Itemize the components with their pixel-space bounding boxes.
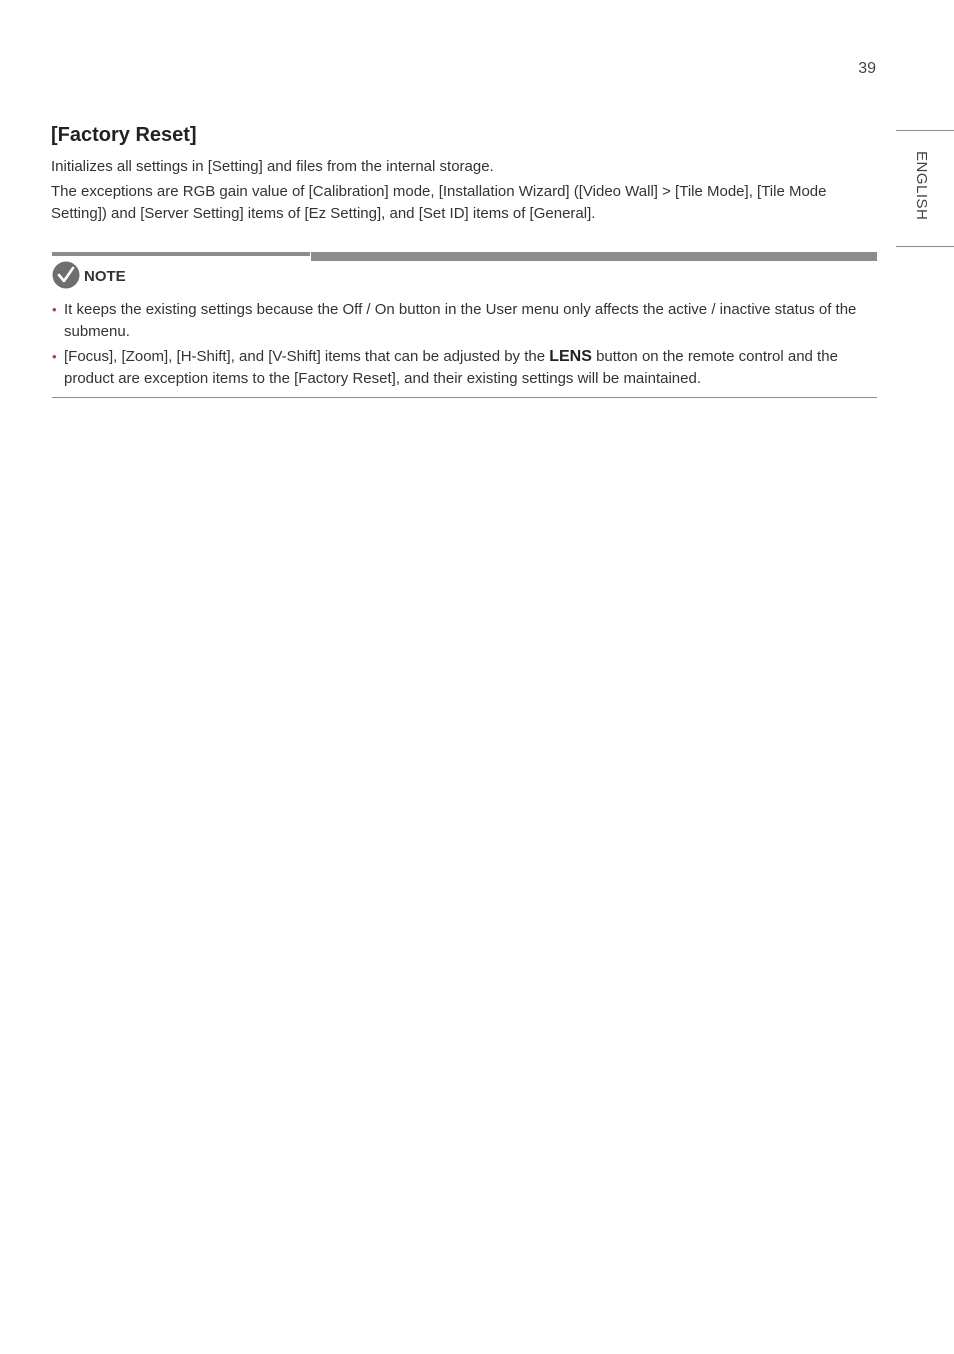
note-list <box>52 299 872 393</box>
note-label: NOTE <box>84 268 126 285</box>
checkmark-circle-icon <box>52 261 80 289</box>
note-item-text-after: button on the remote control and the product are exception items to the [Factory Reset], and their existing settings will be maintained. <box>64 348 838 387</box>
note-item-text-before: [Focus], [Zoom], [H-Shift], and [V-Shift] items that can be adjusted by the <box>64 348 550 365</box>
language-label: ENGLISH <box>913 151 930 221</box>
section-title: [Factory Reset] <box>51 124 197 146</box>
language-side-tab <box>896 130 954 247</box>
note-item-text: It keeps the existing settings because the Off / On button in the User menu only affects the active / inactive status of the submenu. <box>64 301 857 340</box>
note-top-bar <box>52 252 877 261</box>
note-item <box>52 299 872 343</box>
note-bar-thin <box>52 252 310 256</box>
page-number: 39 <box>858 60 876 77</box>
lens-button-name: LENS <box>549 348 592 365</box>
bullet-icon: • <box>52 302 57 317</box>
note-bar-thick <box>311 252 877 261</box>
section-exceptions: The exceptions are RGB gain value of [Calibration] mode, [Installation Wizard] ([Video Wall] > [Tile Mode], [Tile Mode Setting]) and [Server Setting] items of [Ez Setting], and [Set ID] items of [General]. <box>51 183 827 222</box>
section-description: Initializes all settings in [Setting] and files from the internal storage. <box>51 158 494 175</box>
note-item <box>52 346 872 390</box>
note-bottom-rule <box>52 397 877 398</box>
bullet-icon: • <box>52 349 57 364</box>
